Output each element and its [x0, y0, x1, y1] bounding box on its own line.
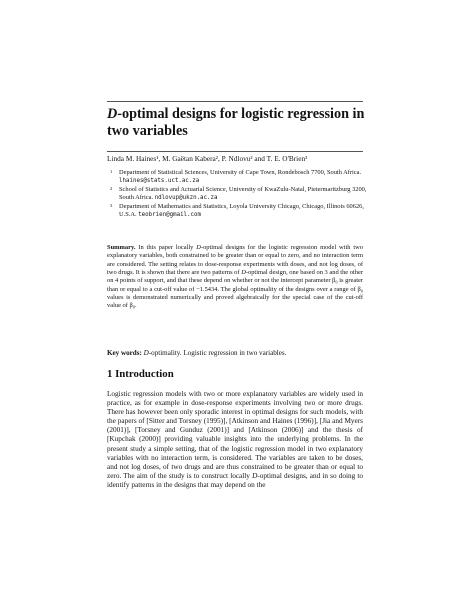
affiliation-1-email[interactable]: lhaines@stats.uct.ac.za [119, 178, 200, 185]
abstract [107, 244, 363, 311]
intro-part-1: Logistic regression models with two or more explanatory variables are widely used in practice, as for example in dose-response experiments involving two or more drugs. There has however been only sporadic interest in optimal designs for such models, with the papers of [Sitter and Torsney (1995)], [Atkinson and Haines (1996)], [Jia and Myers (2001)], [Torsney and Gunduz (2001)] and [Atkinson (2006)] and the thesis of [Kupchak (2000)] providing valuable insights into the underlying problems. In the present study a simple setting, that of the logistic regression model in two explanatory variables with no interaction term, is considered. The variables are taken to be doses, and not log doses, of two drugs and are thus constrained to be greater than or equal to zero. The aim of the study is to construct locally [107, 390, 363, 480]
affiliation-1-text: Department of Statistical Sciences, University of Cape Town, Rondebosch 7700, South Africa. [119, 169, 362, 176]
abstract-part-2: -optimal designs for the logistic regression model with two explanatory variables, both constrained to be greater than or equal to zero, and no interaction term are considered. The setting relates to dose-response experiments with doses, and not log doses, of two drugs. It is shown that there are two patterns of [107, 244, 363, 277]
title-top-rule [107, 101, 363, 102]
title-rest: -optimal designs for logistic regression in two variables [107, 106, 365, 139]
title-bottom-rule [107, 151, 363, 152]
intro-part-2: -optimal designs, and in so doing to identify patterns in the designs that may depend on the [107, 471, 363, 489]
affiliation-2-email[interactable]: ndlovup@ukzn.ac.za [154, 195, 218, 202]
abstract-part-1: In this paper locally [138, 244, 194, 251]
affiliation-3-text: Department of Mathematics and Statistics, Loyola University Chicago, Chicago, Illinois 60626, U.S.A. [119, 202, 364, 219]
introduction-paragraph [107, 390, 363, 490]
abstract-italic-1: D [196, 244, 201, 251]
affiliation-1 [107, 169, 369, 185]
affiliation-3-email[interactable]: teobrien@gmail.com [138, 212, 202, 219]
title-italic-d: D [107, 106, 118, 122]
affiliation-2-number: 2 [110, 185, 113, 191]
section-heading-introduction: 1 Introduction [107, 368, 174, 380]
affiliation-3 [107, 203, 369, 219]
abstract-part-3: -optimal design, one based on 3 and the other on 4 points of support, and that these depend on whether or not the intercept parameter β₀ is greater than or equal to a cut-off value of −1.5434. The global optimality of the designs over a range of β₀ values is demonstrated numerically and proved algebraically for the special case of the cut-off value of β₀. [107, 269, 364, 310]
affiliation-1-number: 1 [110, 169, 113, 174]
keywords [107, 349, 363, 358]
keywords-italic: D [143, 349, 149, 357]
keywords-text: -optimality. Logistic regression in two variables. [148, 349, 287, 357]
abstract-label: Summary. [107, 244, 136, 251]
affiliation-2-text: School of Statistics and Actuarial Science, University of KwaZulu-Natal, Pietermaritzburg 3200, South Africa. [119, 185, 367, 202]
keywords-label: Key words: [107, 349, 142, 357]
affiliation-2 [107, 186, 369, 202]
author-list: Linda M. Haines¹, M. Gaëtan Kabera², P. Ndlovu² and T. E. O'Brien³ [107, 154, 308, 163]
affiliation-3-number: 3 [110, 202, 113, 208]
abstract-italic-2: D [241, 269, 246, 277]
affiliations [107, 169, 369, 220]
intro-italic: D [252, 471, 258, 480]
paper-title [107, 106, 369, 140]
